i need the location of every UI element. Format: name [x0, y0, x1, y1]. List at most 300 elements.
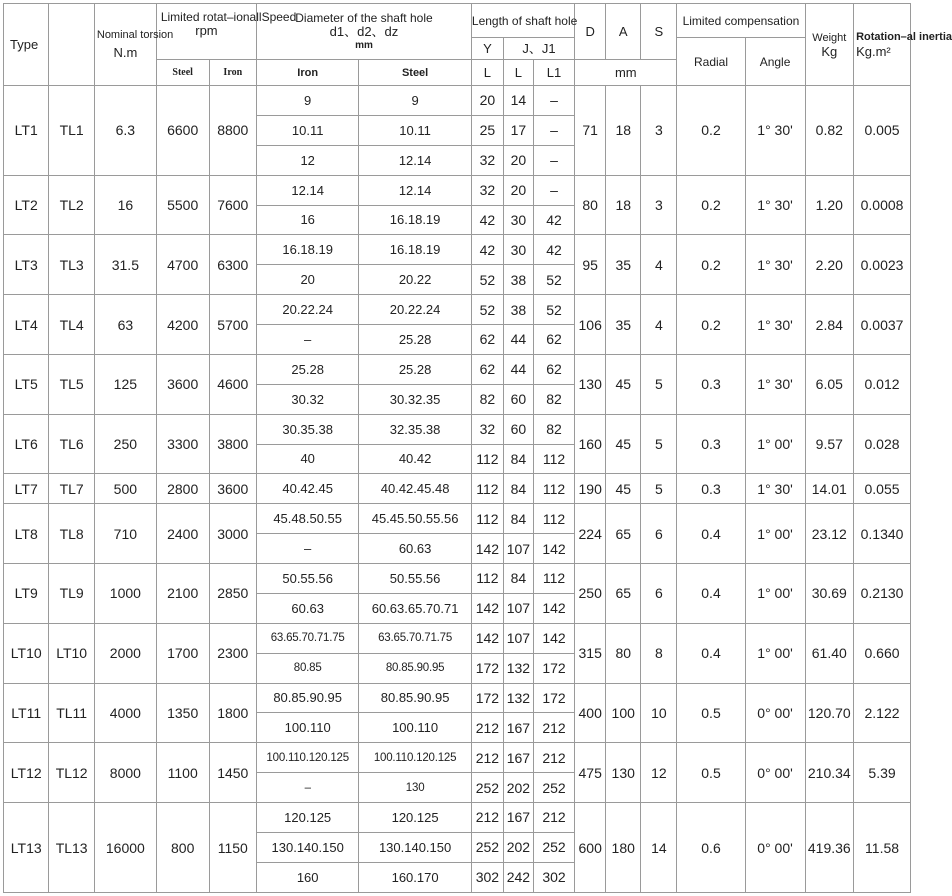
header-inertia — [854, 4, 952, 86]
cell-hole-steel: 60.63 — [359, 534, 472, 564]
cell-a: 35 — [606, 235, 641, 295]
cell-angle: 1° 30' — [745, 474, 805, 504]
cell-a: 35 — [606, 295, 641, 355]
cell-tl: TL5 — [49, 354, 94, 414]
cell-weight: 120.70 — [805, 683, 854, 743]
cell-angle: 0° 00' — [745, 803, 805, 893]
cell-hole-iron: 25.28 — [257, 354, 359, 384]
cell-length-y: 252 — [471, 773, 503, 803]
cell-radial: 0.4 — [677, 504, 745, 564]
table-row — [4, 803, 911, 833]
cell-type: LT1 — [4, 86, 49, 176]
cell-length-j: 167 — [503, 803, 533, 833]
cell-d: 250 — [575, 564, 606, 624]
cell-type: LT12 — [4, 743, 49, 803]
cell-length-j: 132 — [503, 653, 533, 683]
cell-hole-steel: 120.125 — [359, 803, 472, 833]
cell-hole-iron: 100.110 — [257, 713, 359, 743]
cell-tl: TL7 — [49, 474, 94, 504]
cell-hole-steel: 40.42 — [359, 444, 472, 474]
table-row — [4, 354, 911, 384]
cell-inertia: 0.2130 — [854, 564, 911, 624]
cell-tl: TL1 — [49, 86, 94, 176]
cell-speed-iron: 2850 — [209, 564, 257, 624]
cell-length-j: 30 — [503, 235, 533, 265]
cell-hole-steel: 10.11 — [359, 115, 472, 145]
cell-hole-iron: 20.22.24 — [257, 295, 359, 325]
cell-length-j1: 212 — [533, 803, 574, 833]
cell-length-j1: 142 — [533, 534, 574, 564]
cell-type: LT7 — [4, 474, 49, 504]
cell-length-j: 84 — [503, 474, 533, 504]
cell-weight: 30.69 — [805, 564, 854, 624]
table-row — [4, 564, 911, 594]
cell-length-y: 32 — [471, 414, 503, 444]
cell-hole-steel: 100.110.120.125 — [359, 743, 472, 773]
cell-length-j: 202 — [503, 832, 533, 862]
cell-tl: TL11 — [49, 683, 94, 743]
cell-length-j1: 172 — [533, 683, 574, 713]
cell-d: 400 — [575, 683, 606, 743]
cell-weight: 2.20 — [805, 235, 854, 295]
cell-a: 45 — [606, 414, 641, 474]
cell-hole-iron: 160 — [257, 862, 359, 892]
header-speed-steel: Steel — [156, 60, 209, 86]
cell-length-y: 142 — [471, 623, 503, 653]
cell-speed-steel: 3300 — [156, 414, 209, 474]
header-compensation: Limited compensation — [677, 4, 805, 38]
cell-length-j1: – — [533, 115, 574, 145]
cell-hole-steel: 50.55.56 — [359, 564, 472, 594]
cell-speed-iron: 2300 — [209, 623, 257, 683]
cell-length-j1: – — [533, 175, 574, 205]
cell-length-y: 212 — [471, 803, 503, 833]
cell-a: 18 — [606, 86, 641, 176]
cell-type: LT10 — [4, 623, 49, 683]
cell-hole-iron: 12.14 — [257, 175, 359, 205]
cell-s: 3 — [641, 86, 677, 176]
cell-angle: 1° 30' — [745, 295, 805, 355]
cell-hole-iron: 12 — [257, 145, 359, 175]
cell-hole-steel: 12.14 — [359, 145, 472, 175]
table-row — [4, 86, 911, 116]
cell-weight: 9.57 — [805, 414, 854, 474]
cell-length-j1: 52 — [533, 295, 574, 325]
header-length: Length of shaft hole — [471, 4, 574, 38]
cell-weight: 2.84 — [805, 295, 854, 355]
cell-type: LT11 — [4, 683, 49, 743]
cell-a: 130 — [606, 743, 641, 803]
cell-torsion: 8000 — [94, 743, 156, 803]
cell-speed-steel: 2800 — [156, 474, 209, 504]
cell-s: 5 — [641, 414, 677, 474]
cell-angle: 0° 00' — [745, 743, 805, 803]
cell-length-j: 107 — [503, 623, 533, 653]
cell-length-j1: 212 — [533, 743, 574, 773]
cell-length-j1: 62 — [533, 325, 574, 355]
cell-length-j: 38 — [503, 295, 533, 325]
header-l-y: L — [471, 60, 503, 86]
cell-torsion: 4000 — [94, 683, 156, 743]
table-row — [4, 175, 911, 205]
cell-length-j1: 52 — [533, 265, 574, 295]
cell-type: LT4 — [4, 295, 49, 355]
header-dim-unit: mm — [575, 60, 677, 86]
cell-hole-iron: 30.32 — [257, 384, 359, 414]
cell-hole-steel: 16.18.19 — [359, 235, 472, 265]
cell-speed-steel: 2100 — [156, 564, 209, 624]
cell-length-j1: 112 — [533, 564, 574, 594]
cell-radial: 0.3 — [677, 474, 745, 504]
cell-length-y: 112 — [471, 474, 503, 504]
cell-length-j: 107 — [503, 534, 533, 564]
cell-speed-steel: 2400 — [156, 504, 209, 564]
cell-weight: 419.36 — [805, 803, 854, 893]
cell-s: 12 — [641, 743, 677, 803]
cell-radial: 0.3 — [677, 414, 745, 474]
cell-length-j1: 252 — [533, 832, 574, 862]
cell-radial: 0.5 — [677, 683, 745, 743]
cell-length-y: 32 — [471, 175, 503, 205]
cell-inertia: 0.0037 — [854, 295, 911, 355]
cell-length-j: 60 — [503, 384, 533, 414]
cell-length-y: 172 — [471, 683, 503, 713]
cell-length-j: 84 — [503, 564, 533, 594]
cell-weight: 6.05 — [805, 354, 854, 414]
cell-inertia: 0.1340 — [854, 504, 911, 564]
cell-a: 18 — [606, 175, 641, 235]
cell-radial: 0.2 — [677, 295, 745, 355]
table-row — [4, 504, 911, 534]
cell-a: 65 — [606, 564, 641, 624]
cell-length-j1: 252 — [533, 773, 574, 803]
header-nominal-torsion — [94, 4, 174, 86]
cell-hole-steel: 60.63.65.70.71 — [359, 593, 472, 623]
cell-speed-iron: 7600 — [209, 175, 257, 235]
table-row — [4, 683, 911, 713]
cell-length-j: 107 — [503, 593, 533, 623]
cell-tl: TL6 — [49, 414, 94, 474]
cell-hole-iron: 20 — [257, 265, 359, 295]
cell-hole-iron: 100.110.120.125 — [257, 743, 359, 773]
cell-length-y: 20 — [471, 86, 503, 116]
table-body — [4, 86, 911, 893]
cell-speed-steel: 5500 — [156, 175, 209, 235]
cell-weight: 210.34 — [805, 743, 854, 803]
cell-length-y: 42 — [471, 205, 503, 235]
cell-length-y: 32 — [471, 145, 503, 175]
cell-torsion: 710 — [94, 504, 156, 564]
cell-hole-iron: 60.63 — [257, 593, 359, 623]
cell-torsion: 16 — [94, 175, 156, 235]
cell-torsion: 500 — [94, 474, 156, 504]
header-d: D — [575, 4, 606, 60]
cell-speed-iron: 1150 — [209, 803, 257, 893]
cell-hole-steel: 25.28 — [359, 325, 472, 355]
cell-hole-iron: 63.65.70.71.75 — [257, 623, 359, 653]
cell-speed-iron: 8800 — [209, 86, 257, 176]
cell-s: 3 — [641, 175, 677, 235]
cell-hole-steel: 80.85.90.95 — [359, 683, 472, 713]
cell-radial: 0.2 — [677, 235, 745, 295]
cell-length-j: 84 — [503, 504, 533, 534]
header-shaft-diameter-symbols: d1、d2、dz — [329, 23, 399, 39]
cell-hole-iron: 40.42.45 — [257, 474, 359, 504]
cell-speed-steel: 4700 — [156, 235, 209, 295]
cell-length-y: 142 — [471, 534, 503, 564]
cell-a: 65 — [606, 504, 641, 564]
cell-torsion: 6.3 — [94, 86, 156, 176]
cell-speed-iron: 3600 — [209, 474, 257, 504]
cell-d: 160 — [575, 414, 606, 474]
cell-tl: TL9 — [49, 564, 94, 624]
cell-tl: TL13 — [49, 803, 94, 893]
cell-hole-iron: – — [257, 773, 359, 803]
cell-tl: TL8 — [49, 504, 94, 564]
header-nominal-torsion-unit: N.m — [113, 45, 138, 60]
cell-inertia: 0.028 — [854, 414, 911, 474]
cell-length-j1: 42 — [533, 235, 574, 265]
cell-angle: 1° 30' — [745, 86, 805, 176]
cell-inertia: 11.58 — [854, 803, 911, 893]
cell-hole-steel: 160.170 — [359, 862, 472, 892]
header-angle: Angle — [745, 38, 805, 86]
cell-hole-iron: 130.140.150 — [257, 832, 359, 862]
header-blank — [49, 4, 94, 86]
cell-length-j: 20 — [503, 145, 533, 175]
cell-speed-iron: 6300 — [209, 235, 257, 295]
cell-length-y: 112 — [471, 564, 503, 594]
cell-length-y: 212 — [471, 743, 503, 773]
table-row — [4, 474, 911, 504]
cell-s: 14 — [641, 803, 677, 893]
cell-hole-steel: 9 — [359, 86, 472, 116]
cell-length-y: 62 — [471, 325, 503, 355]
cell-hole-iron: 10.11 — [257, 115, 359, 145]
cell-hole-iron: 80.85 — [257, 653, 359, 683]
cell-angle: 1° 00' — [745, 623, 805, 683]
cell-d: 224 — [575, 504, 606, 564]
cell-length-y: 62 — [471, 354, 503, 384]
cell-length-y: 142 — [471, 593, 503, 623]
cell-radial: 0.4 — [677, 623, 745, 683]
cell-hole-iron: – — [257, 325, 359, 355]
cell-s: 4 — [641, 295, 677, 355]
cell-speed-steel: 1700 — [156, 623, 209, 683]
header-weight-unit: Kg — [821, 43, 838, 59]
cell-inertia: 0.0008 — [854, 175, 911, 235]
cell-length-y: 302 — [471, 862, 503, 892]
cell-hole-iron: – — [257, 534, 359, 564]
cell-speed-iron: 3800 — [209, 414, 257, 474]
table-header — [4, 4, 952, 86]
cell-length-y: 252 — [471, 832, 503, 862]
cell-radial: 0.4 — [677, 564, 745, 624]
cell-hole-steel: 30.32.35 — [359, 384, 472, 414]
table-row — [4, 743, 911, 773]
header-shaft-diameter-unit: mm — [355, 39, 373, 51]
cell-hole-iron: 120.125 — [257, 803, 359, 833]
cell-hole-iron: 45.48.50.55 — [257, 504, 359, 534]
cell-d: 190 — [575, 474, 606, 504]
cell-radial: 0.3 — [677, 354, 745, 414]
cell-type: LT5 — [4, 354, 49, 414]
cell-length-j1: 42 — [533, 205, 574, 235]
cell-s: 5 — [641, 354, 677, 414]
cell-length-j1: – — [533, 145, 574, 175]
cell-speed-steel: 6600 — [156, 86, 209, 176]
cell-length-y: 112 — [471, 444, 503, 474]
cell-length-j: 60 — [503, 414, 533, 444]
cell-hole-steel: 20.22.24 — [359, 295, 472, 325]
cell-speed-iron: 3000 — [209, 504, 257, 564]
cell-d: 315 — [575, 623, 606, 683]
cell-hole-iron: 50.55.56 — [257, 564, 359, 594]
cell-angle: 1° 00' — [745, 504, 805, 564]
cell-torsion: 31.5 — [94, 235, 156, 295]
cell-hole-steel: 63.65.70.71.75 — [359, 623, 472, 653]
cell-length-j1: 302 — [533, 862, 574, 892]
cell-hole-iron: 9 — [257, 86, 359, 116]
cell-s: 6 — [641, 564, 677, 624]
header-speed-iron: Iron — [209, 60, 257, 86]
cell-speed-steel: 4200 — [156, 295, 209, 355]
cell-speed-iron: 4600 — [209, 354, 257, 414]
cell-torsion: 1000 — [94, 564, 156, 624]
cell-hole-steel: 130.140.150 — [359, 832, 472, 862]
cell-length-j1: 112 — [533, 474, 574, 504]
cell-weight: 23.12 — [805, 504, 854, 564]
cell-torsion: 16000 — [94, 803, 156, 893]
cell-weight: 1.20 — [805, 175, 854, 235]
cell-a: 180 — [606, 803, 641, 893]
cell-type: LT13 — [4, 803, 49, 893]
cell-angle: 1° 30' — [745, 235, 805, 295]
cell-radial: 0.5 — [677, 743, 745, 803]
header-l1: L1 — [533, 60, 574, 86]
cell-tl: LT10 — [49, 623, 94, 683]
cell-d: 71 — [575, 86, 606, 176]
cell-speed-steel: 800 — [156, 803, 209, 893]
cell-length-y: 212 — [471, 713, 503, 743]
cell-d: 130 — [575, 354, 606, 414]
cell-angle: 1° 30' — [745, 354, 805, 414]
cell-length-j1: 212 — [533, 713, 574, 743]
cell-a: 100 — [606, 683, 641, 743]
cell-length-y: 52 — [471, 295, 503, 325]
cell-length-y: 112 — [471, 504, 503, 534]
cell-torsion: 125 — [94, 354, 156, 414]
cell-length-j1: 82 — [533, 414, 574, 444]
cell-length-j: 30 — [503, 205, 533, 235]
cell-hole-steel: 40.42.45.48 — [359, 474, 472, 504]
cell-angle: 0° 00' — [745, 683, 805, 743]
coupling-spec-table — [3, 3, 952, 893]
header-limited-speed-label: Limited rotat–ionallSpeed — [160, 10, 297, 24]
cell-inertia: 0.660 — [854, 623, 911, 683]
cell-inertia: 0.005 — [854, 86, 911, 176]
header-hole-iron: Iron — [257, 60, 359, 86]
cell-type: LT6 — [4, 414, 49, 474]
cell-speed-iron: 1800 — [209, 683, 257, 743]
cell-length-j1: 82 — [533, 384, 574, 414]
cell-speed-iron: 5700 — [209, 295, 257, 355]
cell-length-j: 38 — [503, 265, 533, 295]
cell-s: 4 — [641, 235, 677, 295]
cell-type: LT2 — [4, 175, 49, 235]
cell-hole-iron: 16 — [257, 205, 359, 235]
header-y: Y — [471, 38, 503, 60]
cell-d: 106 — [575, 295, 606, 355]
cell-speed-steel: 1350 — [156, 683, 209, 743]
cell-torsion: 2000 — [94, 623, 156, 683]
cell-length-j: 20 — [503, 175, 533, 205]
cell-length-y: 42 — [471, 235, 503, 265]
cell-length-j: 167 — [503, 713, 533, 743]
cell-length-j: 242 — [503, 862, 533, 892]
header-type: Type — [4, 4, 49, 86]
table-row — [4, 623, 911, 653]
cell-hole-steel: 16.18.19 — [359, 205, 472, 235]
cell-length-j: 202 — [503, 773, 533, 803]
cell-inertia: 5.39 — [854, 743, 911, 803]
cell-angle: 1° 30' — [745, 175, 805, 235]
cell-inertia: 0.055 — [854, 474, 911, 504]
cell-angle: 1° 00' — [745, 564, 805, 624]
cell-length-j1: 62 — [533, 354, 574, 384]
cell-hole-steel: 100.110 — [359, 713, 472, 743]
cell-type: LT3 — [4, 235, 49, 295]
header-s: S — [641, 4, 677, 60]
cell-torsion: 63 — [94, 295, 156, 355]
cell-speed-steel: 3600 — [156, 354, 209, 414]
header-hole-steel: Steel — [359, 60, 472, 86]
cell-tl: TL3 — [49, 235, 94, 295]
cell-hole-steel: 25.28 — [359, 354, 472, 384]
cell-torsion: 250 — [94, 414, 156, 474]
cell-inertia: 0.0023 — [854, 235, 911, 295]
header-inertia-label: Rotation–al inertia — [856, 30, 952, 43]
cell-weight: 0.82 — [805, 86, 854, 176]
table-row — [4, 295, 911, 325]
header-j-j1: J、J1 — [503, 38, 574, 60]
cell-d: 95 — [575, 235, 606, 295]
cell-tl: TL4 — [49, 295, 94, 355]
header-a: A — [606, 4, 641, 60]
cell-s: 8 — [641, 623, 677, 683]
cell-length-j1: – — [533, 86, 574, 116]
cell-length-j1: 112 — [533, 444, 574, 474]
cell-length-j1: 172 — [533, 653, 574, 683]
cell-weight: 14.01 — [805, 474, 854, 504]
cell-length-j1: 142 — [533, 593, 574, 623]
cell-length-j: 14 — [503, 86, 533, 116]
cell-length-j: 132 — [503, 683, 533, 713]
header-nominal-torsion-label: Nominal torsion — [96, 29, 174, 41]
header-radial: Radial — [677, 38, 745, 86]
cell-length-j: 84 — [503, 444, 533, 474]
cell-s: 6 — [641, 504, 677, 564]
cell-length-j: 17 — [503, 115, 533, 145]
cell-hole-steel: 45.45.50.55.56 — [359, 504, 472, 534]
header-weight — [805, 4, 854, 86]
cell-weight: 61.40 — [805, 623, 854, 683]
cell-inertia: 2.122 — [854, 683, 911, 743]
header-l-j: L — [503, 60, 533, 86]
cell-a: 45 — [606, 354, 641, 414]
cell-tl: TL2 — [49, 175, 94, 235]
cell-length-y: 25 — [471, 115, 503, 145]
